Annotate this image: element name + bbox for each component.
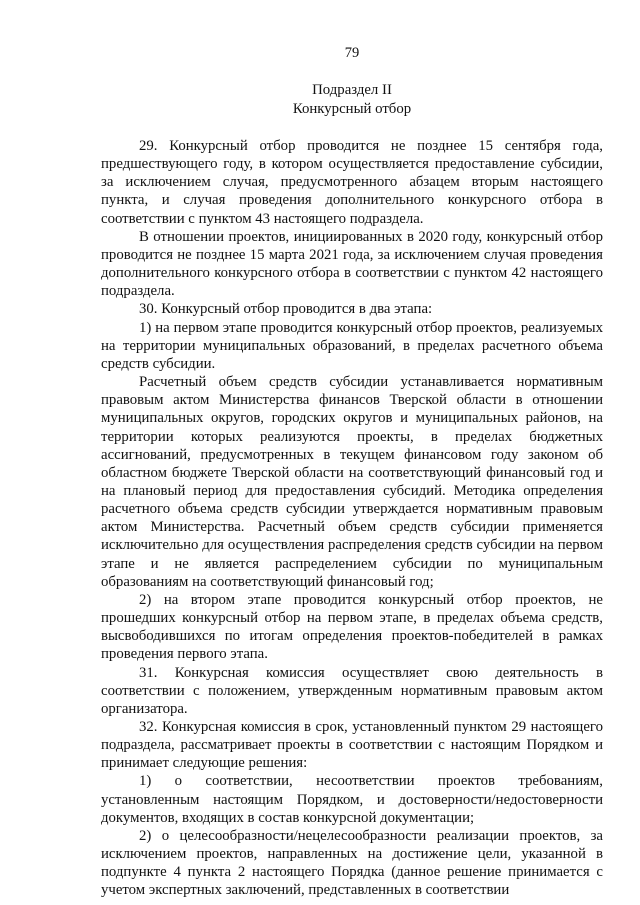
paragraph-30-item-1: 1) на первом этапе проводится конкурсный отбор проектов, реализуемых на территории муниципальных образований, в пределах расчетного объема средств субсидии. — [101, 319, 603, 372]
paragraph-32-item-1: 1) о соответствии, несоответствии проектов требованиям, установленным настоящим Порядком, и достоверности/недостоверности документов, входящих в состав конкурсной документации; — [101, 773, 603, 826]
paragraph-30: 30. Конкурсный отбор проводится в два этапа: — [139, 301, 433, 318]
subsection-title: Конкурсный отбор — [292, 101, 412, 117]
paragraph-30-item-1-detail: Расчетный объем средств субсидии устанавливается нормативным правовым актом Министерства финансов Тверской области в отношении муниципальных округов, городских округов и муниципальных районов, на территории которых реализуются проекты, в пределах бюджетных ассигнований, предусмотренных в текущем финансовом году законом об областном бюджете Тверской области на соответствующий финансовый год и на плановый период для предоставления субсидий. Методика определения расчетного объема средств субсидии утверждается нормативным правовым актом Министерства. Расчетный объем средств субсидии применяется исключительно для осуществления распределения средств субсидии на первом этапе и не является распределением субсидии по муниципальным образованиям на соответствующий финансовый год; — [101, 374, 603, 590]
paragraph-31: 31. Конкурсная комиссия осуществляет свою деятельность в соответствии с положением, утвержденным нормативным правовым актом организатора. — [101, 664, 603, 717]
paragraph-29-second: В отношении проектов, инициированных в 2020 году, конкурсный отбор проводится не позднее 15 марта 2021 года, за исключением случая проведения дополнительного конкурсного отбора в соответствии с пунктом 42 настоящего подраздела. — [101, 228, 603, 300]
paragraph-30-item-2: 2) на втором этапе проводится конкурсный отбор проектов, не прошедших конкурсный отбор на первом этапе, в пределах объема средств, высвободившихся по итогам определения проектов-победителей в рамках проведения первого этапа. — [101, 591, 603, 663]
paragraph-29: 29. Конкурсный отбор проводится не позднее 15 сентября года, предшествующего году, в котором осуществляется предоставление субсидии, за исключением случая, предусмотренного абзацем вторым настоящего пункта, и случая проведения дополнительного конкурсного отбора в соответствии с пунктом 43 настоящего подраздела. — [101, 138, 603, 227]
heading-spacer — [101, 119, 603, 137]
page-number: 79 — [344, 45, 360, 61]
subsection-number: Подраздел II — [312, 82, 392, 98]
paragraph-32: 32. Конкурсная комиссия в срок, установленный пунктом 29 настоящего подраздела, рассматривает проекты в соответствии с настоящим Порядком и принимает следующие решения: — [101, 719, 603, 772]
paragraph-32-item-2: 2) о целесообразности/нецелесообразности реализации проектов, за исключением проектов, направленных на достижение цели, указанной в подпункте 4 пункта 2 настоящего Порядка (данное решение принимается с учетом экспертных заключений, представленных в соответствии — [101, 827, 603, 899]
